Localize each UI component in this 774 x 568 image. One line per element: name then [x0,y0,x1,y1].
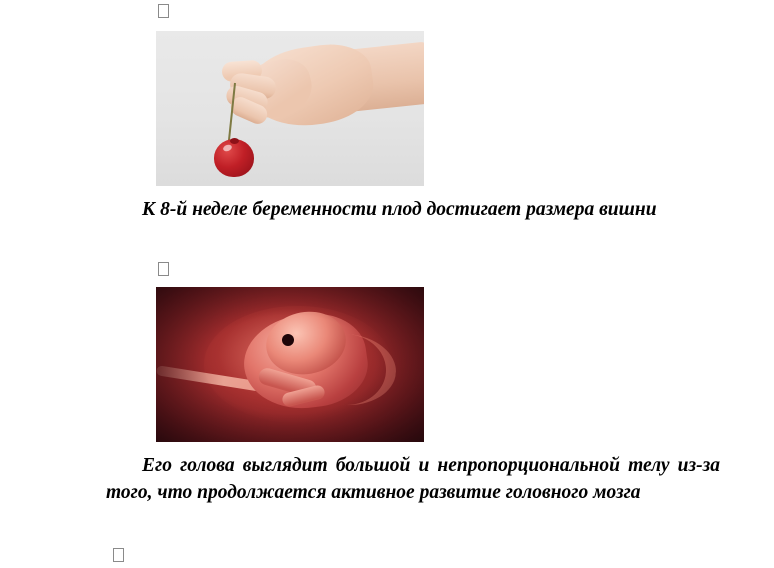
figure-embryo [156,287,424,442]
caption-embryo-text: Его голова выглядит большой и непропорциональной телу из-за того, что продолжается активное развитие головного мозга [106,455,720,503]
scene-vignette [156,287,424,442]
caption-cherry [106,196,720,223]
bullet-placeholder-2 [158,262,169,281]
cherry-dimple [230,138,239,144]
bullet-placeholder-1 [158,4,169,23]
embryo-scene-background [156,287,424,442]
caption-cherry-text: К 8-й неделе беременности плод достигает размера вишни [142,199,657,220]
caption-embryo [106,452,720,506]
cherry-fruit [214,139,254,177]
bullet-placeholder-3 [113,548,124,567]
placeholder-box-icon [158,262,169,276]
placeholder-box-icon [158,4,169,18]
cherry-scene-background [156,31,424,186]
figure-cherry-in-hand [156,31,424,186]
placeholder-box-icon [113,548,124,562]
